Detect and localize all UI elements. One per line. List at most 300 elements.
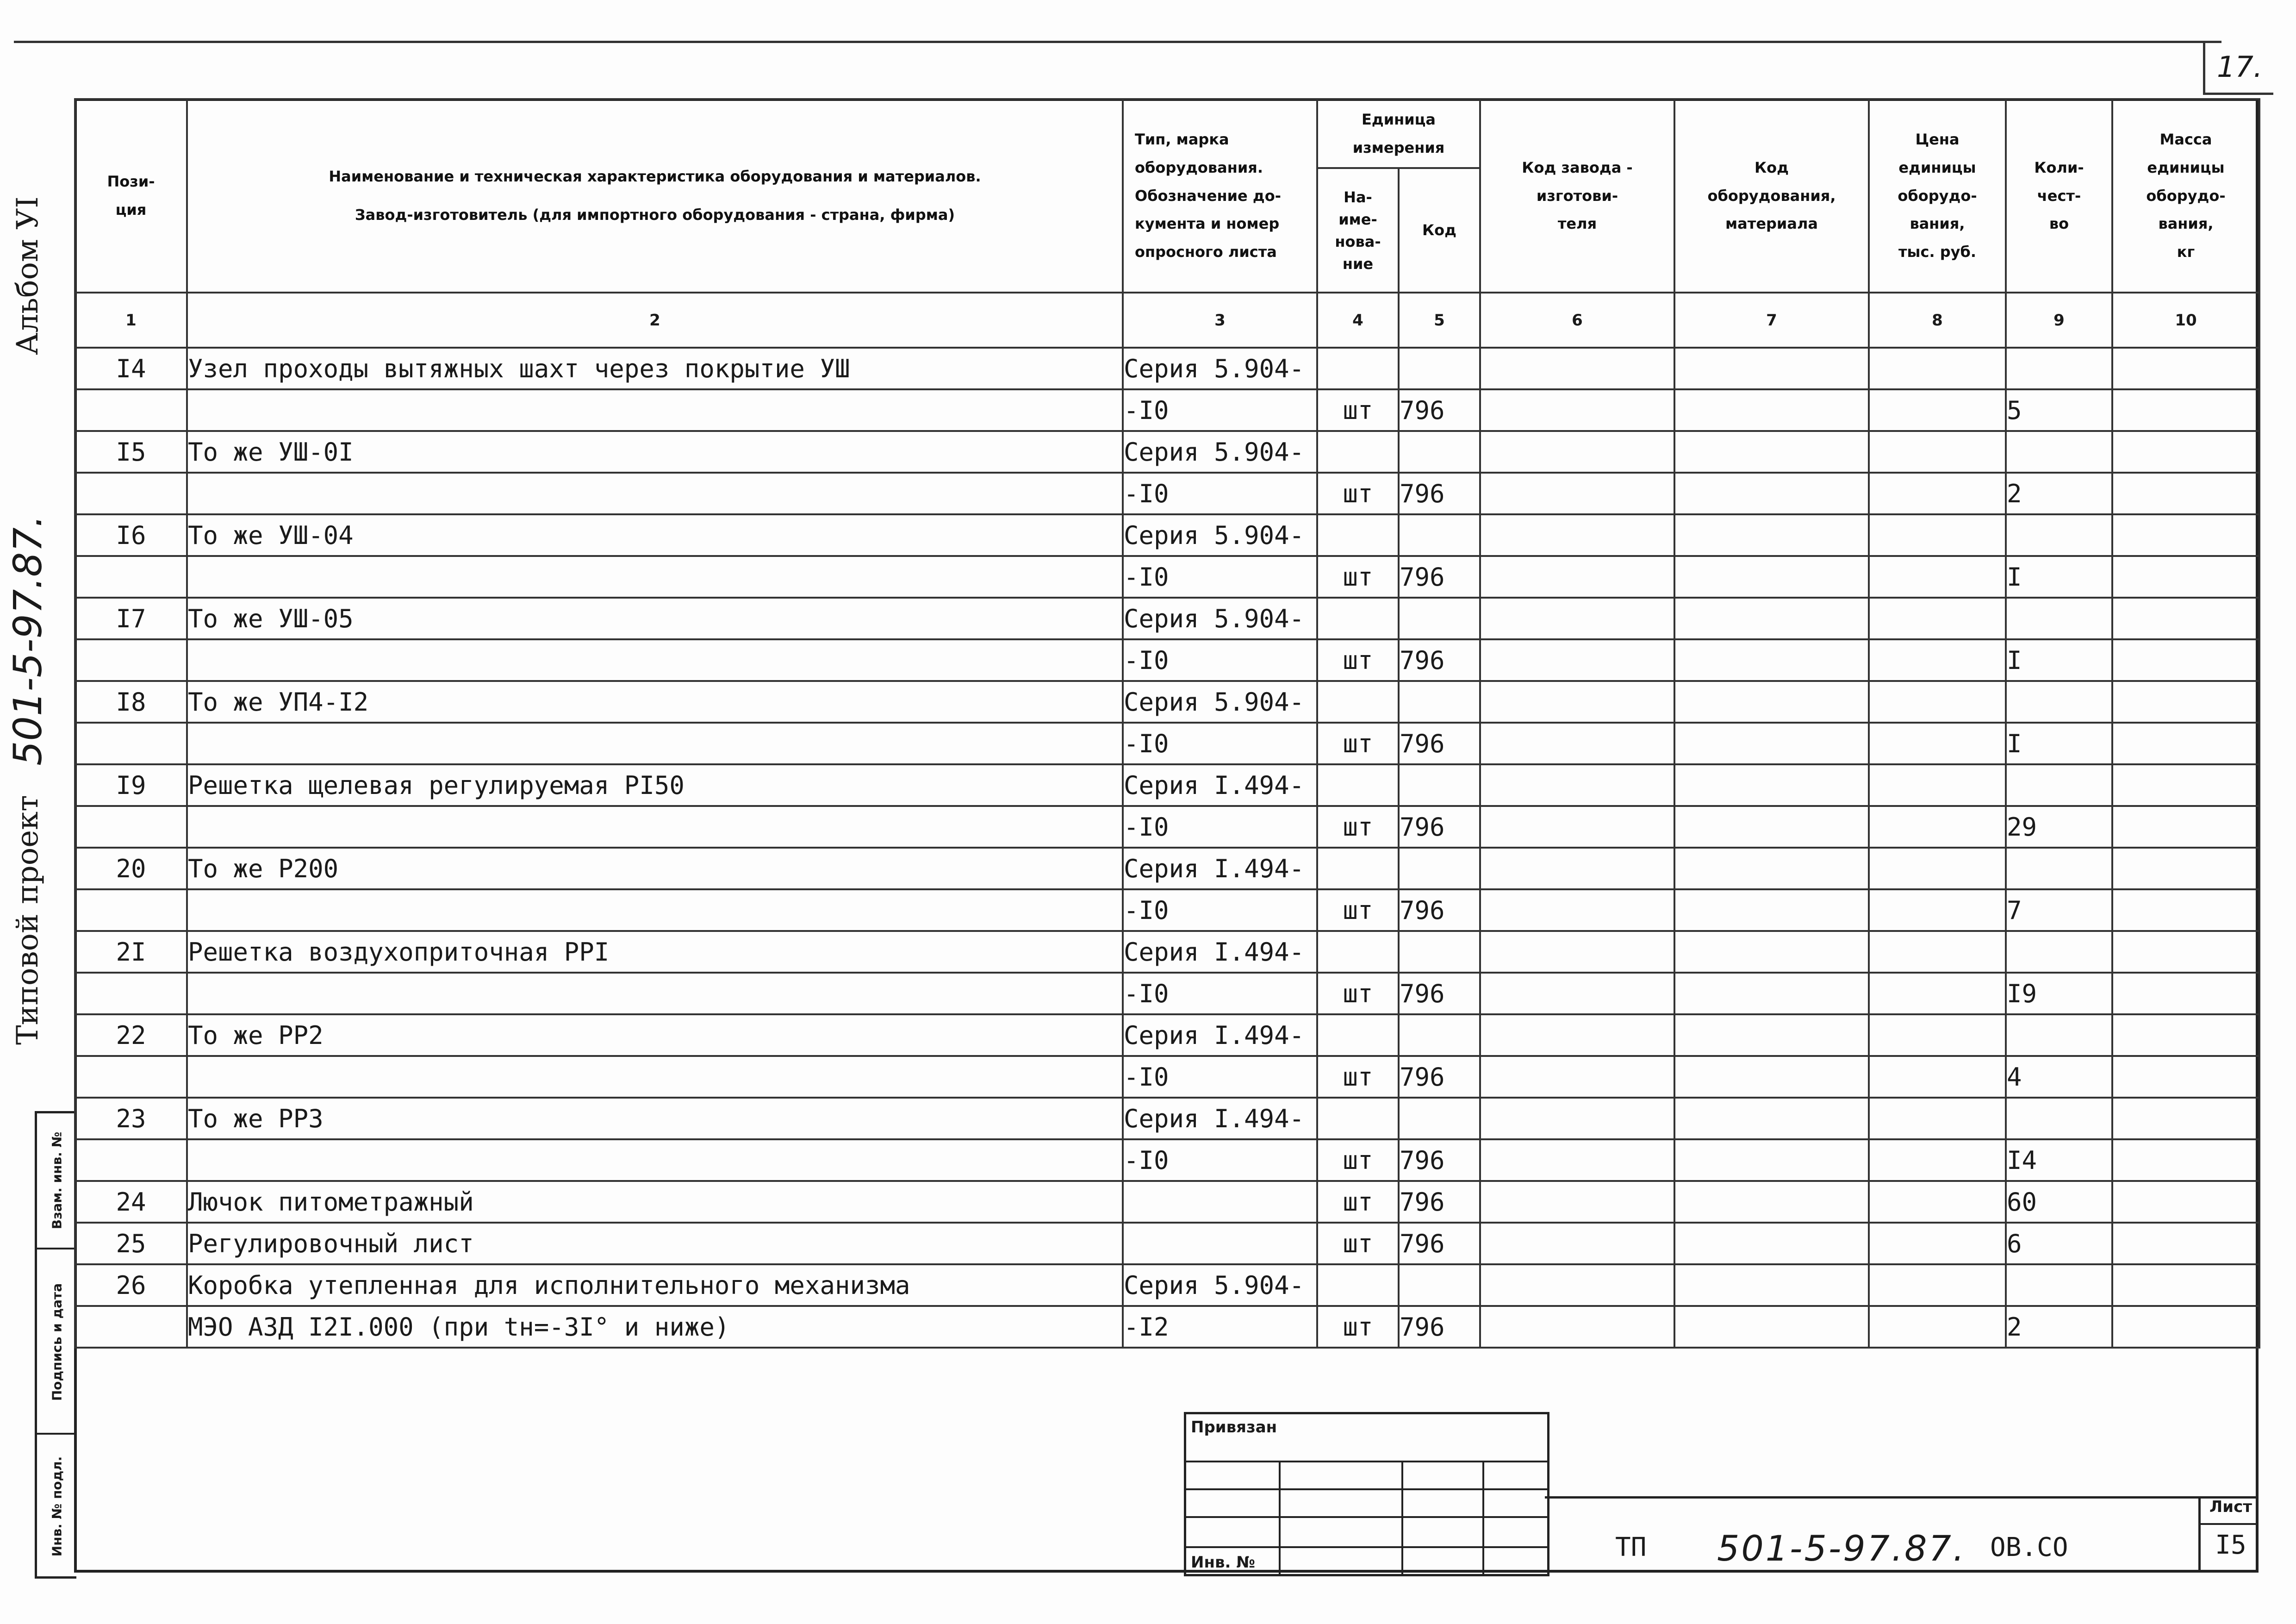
equipment-code-cell xyxy=(1674,848,1869,889)
name-cell xyxy=(187,556,1123,598)
factory-code-cell xyxy=(1480,348,1674,389)
table-row xyxy=(75,1056,2259,1098)
position-cell: 25 xyxy=(75,1223,187,1264)
header-quantity xyxy=(2006,99,2112,293)
equipment-code-cell xyxy=(1674,1098,1869,1139)
equipment-code-cell xyxy=(1674,598,1869,639)
quantity-cell: I4 xyxy=(2006,1139,2112,1181)
table-row xyxy=(75,598,2259,639)
name-cell xyxy=(187,389,1123,431)
factory-code-cell xyxy=(1480,1139,1674,1181)
price-cell xyxy=(1869,1014,2006,1056)
name-cell: Решетка щелевая регулируемая PI50 xyxy=(187,764,1123,806)
document-cell xyxy=(1123,1223,1317,1264)
strip-cell-signature xyxy=(37,1248,76,1435)
unit-code-cell xyxy=(1399,848,1480,889)
name-cell xyxy=(187,973,1123,1014)
quantity-cell: I xyxy=(2006,723,2112,764)
quantity-cell: 2 xyxy=(2006,473,2112,514)
mass-cell xyxy=(2112,1098,2259,1139)
price-cell xyxy=(1869,1098,2006,1139)
col-number: 1 xyxy=(75,293,187,348)
table-row xyxy=(75,556,2259,598)
name-cell: То же УП4-I2 xyxy=(187,681,1123,723)
unit-code-cell xyxy=(1399,598,1480,639)
position-cell xyxy=(75,473,187,514)
document-cell: Серия 5.904- xyxy=(1123,681,1317,723)
equipment-code-cell xyxy=(1674,1264,1869,1306)
position-cell xyxy=(75,973,187,1014)
header-equipment-code xyxy=(1674,99,1869,293)
page-corner-number: 17. xyxy=(2217,50,2263,84)
factory-code-cell xyxy=(1480,1014,1674,1056)
header-text: изготови- xyxy=(1536,187,1618,205)
side-project-type: Типовой проект xyxy=(11,795,45,1045)
stamp-line xyxy=(1186,1488,1547,1490)
table-row xyxy=(75,1223,2259,1264)
price-cell xyxy=(1869,431,2006,473)
header-text: единицы xyxy=(2147,158,2225,176)
unit-code-cell: 796 xyxy=(1399,473,1480,514)
name-cell xyxy=(187,723,1123,764)
title-tp: ТП xyxy=(1615,1532,1647,1562)
mass-cell xyxy=(2112,806,2259,848)
price-cell xyxy=(1869,348,2006,389)
quantity-cell: 5 xyxy=(2006,389,2112,431)
stamp-bound-label: Привязан xyxy=(1191,1418,1277,1437)
price-cell xyxy=(1869,723,2006,764)
unit-name-cell xyxy=(1317,1264,1399,1306)
header-text: Цена xyxy=(1915,131,1960,148)
specification-table xyxy=(74,98,2260,1349)
unit-name-cell xyxy=(1317,1098,1399,1139)
factory-code-cell xyxy=(1480,514,1674,556)
position-cell: 24 xyxy=(75,1181,187,1223)
side-project-code: 501-5-97.87. xyxy=(5,515,50,766)
position-cell xyxy=(75,389,187,431)
unit-name-cell: шт xyxy=(1317,1181,1399,1223)
mass-cell xyxy=(2112,889,2259,931)
unit-code-cell xyxy=(1399,348,1480,389)
header-text: кг xyxy=(2177,243,2195,261)
table-row xyxy=(75,973,2259,1014)
quantity-cell xyxy=(2006,764,2112,806)
header-text: Обозначение до- xyxy=(1135,187,1281,205)
document-cell: Серия 5.904- xyxy=(1123,431,1317,473)
unit-name-cell xyxy=(1317,348,1399,389)
table-row xyxy=(75,848,2259,889)
name-cell xyxy=(187,1139,1123,1181)
mass-cell xyxy=(2112,598,2259,639)
mass-cell xyxy=(2112,764,2259,806)
document-cell: Серия I.494- xyxy=(1123,1014,1317,1056)
strip-label: Инв. № подл. xyxy=(49,1456,64,1557)
factory-code-cell xyxy=(1480,1056,1674,1098)
price-cell xyxy=(1869,1264,2006,1306)
stamp-line xyxy=(1186,1546,1547,1548)
equipment-code-cell xyxy=(1674,889,1869,931)
table-row xyxy=(75,431,2259,473)
unit-code-cell: 796 xyxy=(1399,389,1480,431)
position-cell: I4 xyxy=(75,348,187,389)
mass-cell xyxy=(2112,348,2259,389)
equipment-code-cell xyxy=(1674,1056,1869,1098)
mass-cell xyxy=(2112,556,2259,598)
equipment-code-cell xyxy=(1674,514,1869,556)
document-cell: -I0 xyxy=(1123,556,1317,598)
position-cell xyxy=(75,639,187,681)
header-text: вания, xyxy=(1910,215,1965,233)
mass-cell xyxy=(2112,681,2259,723)
table-row xyxy=(75,1306,2259,1348)
unit-name-cell: шт xyxy=(1317,639,1399,681)
position-cell xyxy=(75,1056,187,1098)
document-cell: -I0 xyxy=(1123,639,1317,681)
table-row xyxy=(75,889,2259,931)
unit-code-cell: 796 xyxy=(1399,973,1480,1014)
factory-code-cell xyxy=(1480,723,1674,764)
header-text: тыс. руб. xyxy=(1898,243,1976,261)
name-cell: МЭО АЗД I2I.000 (при tн=-3I° и ниже) xyxy=(187,1306,1123,1348)
equipment-code-cell xyxy=(1674,723,1869,764)
mass-cell xyxy=(2112,431,2259,473)
unit-code-cell: 796 xyxy=(1399,723,1480,764)
factory-code-cell xyxy=(1480,389,1674,431)
position-cell: I7 xyxy=(75,598,187,639)
unit-code-cell: 796 xyxy=(1399,556,1480,598)
header-text: Код завода - xyxy=(1522,158,1633,176)
equipment-code-cell xyxy=(1674,806,1869,848)
name-cell: Коробка утепленная для исполнительного механизма xyxy=(187,1264,1123,1306)
document-cell: Серия 5.904- xyxy=(1123,348,1317,389)
unit-name-cell xyxy=(1317,431,1399,473)
table-row xyxy=(75,1181,2259,1223)
binding-stamp xyxy=(1184,1412,1549,1576)
unit-code-cell: 796 xyxy=(1399,1139,1480,1181)
document-cell: Серия 5.904- xyxy=(1123,514,1317,556)
table-row xyxy=(75,639,2259,681)
unit-name-cell xyxy=(1317,598,1399,639)
quantity-cell: I9 xyxy=(2006,973,2112,1014)
equipment-code-cell xyxy=(1674,1306,1869,1348)
position-cell: 20 xyxy=(75,848,187,889)
equipment-code-cell xyxy=(1674,681,1869,723)
name-cell: То же УШ-04 xyxy=(187,514,1123,556)
unit-code-cell xyxy=(1399,681,1480,723)
quantity-cell xyxy=(2006,848,2112,889)
factory-code-cell xyxy=(1480,556,1674,598)
header-text: кумента и номер xyxy=(1135,215,1280,233)
header-text: единицы xyxy=(1898,158,1976,176)
sheet-label: Лист xyxy=(2209,1498,2252,1516)
header-text: Единица xyxy=(1362,110,1436,128)
header-text: измерения xyxy=(1352,138,1445,156)
unit-code-cell: 796 xyxy=(1399,1056,1480,1098)
header-type xyxy=(1123,99,1317,293)
name-cell xyxy=(187,1056,1123,1098)
unit-code-cell: 796 xyxy=(1399,889,1480,931)
sheet-number: I5 xyxy=(2215,1530,2246,1560)
title-project-code: 501-5-97.87. xyxy=(1717,1528,1966,1569)
mass-cell xyxy=(2112,1139,2259,1181)
unit-name-cell xyxy=(1317,514,1399,556)
name-cell: То же УШ-0I xyxy=(187,431,1123,473)
quantity-cell: 6 xyxy=(2006,1223,2112,1264)
mass-cell xyxy=(2112,473,2259,514)
quantity-cell xyxy=(2006,1098,2112,1139)
header-text: чест- xyxy=(2037,187,2081,205)
strip-label: Взам. инв. № xyxy=(49,1131,64,1230)
unit-name-cell: шт xyxy=(1317,556,1399,598)
table-row xyxy=(75,806,2259,848)
factory-code-cell xyxy=(1480,931,1674,973)
factory-code-cell xyxy=(1480,1264,1674,1306)
mass-cell xyxy=(2112,389,2259,431)
factory-code-cell xyxy=(1480,889,1674,931)
name-cell xyxy=(187,639,1123,681)
mass-cell xyxy=(2112,973,2259,1014)
header-row xyxy=(75,99,2259,168)
header-text: Масса xyxy=(2159,131,2212,148)
mass-cell xyxy=(2112,1223,2259,1264)
unit-name-cell: шт xyxy=(1317,973,1399,1014)
table-row xyxy=(75,1139,2259,1181)
unit-code-cell xyxy=(1399,514,1480,556)
mass-cell xyxy=(2112,931,2259,973)
factory-code-cell xyxy=(1480,598,1674,639)
quantity-cell: I xyxy=(2006,556,2112,598)
name-cell: То же УШ-05 xyxy=(187,598,1123,639)
title-document-code: ОВ.СО xyxy=(1990,1532,2068,1562)
quantity-cell: 7 xyxy=(2006,889,2112,931)
quantity-cell xyxy=(2006,1264,2112,1306)
col-number: 4 xyxy=(1317,293,1399,348)
header-text: ние xyxy=(1342,255,1374,273)
quantity-cell: 4 xyxy=(2006,1056,2112,1098)
unit-name-cell xyxy=(1317,681,1399,723)
name-cell: То же РР2 xyxy=(187,1014,1123,1056)
document-cell: -I0 xyxy=(1123,889,1317,931)
mass-cell xyxy=(2112,639,2259,681)
specification-body xyxy=(75,348,2259,1348)
sheet-separator xyxy=(2198,1523,2259,1525)
equipment-code-cell xyxy=(1674,931,1869,973)
unit-name-cell xyxy=(1317,764,1399,806)
equipment-code-cell xyxy=(1674,389,1869,431)
header-price xyxy=(1869,99,2006,293)
header-factory-code xyxy=(1480,99,1674,293)
mass-cell xyxy=(2112,1181,2259,1223)
price-cell xyxy=(1869,931,2006,973)
top-border-line xyxy=(14,41,2221,43)
header-position xyxy=(75,99,187,293)
equipment-code-cell xyxy=(1674,1223,1869,1264)
header-text: нова- xyxy=(1335,232,1381,250)
header-text: Завод-изготовитель (для импортного оборудования - страна, фирма) xyxy=(355,206,955,224)
table-row xyxy=(75,1264,2259,1306)
document-cell: Серия I.494- xyxy=(1123,931,1317,973)
name-cell xyxy=(187,889,1123,931)
position-cell xyxy=(75,1306,187,1348)
quantity-cell: I xyxy=(2006,639,2112,681)
header-mass xyxy=(2112,99,2259,293)
quantity-cell xyxy=(2006,514,2112,556)
equipment-code-cell xyxy=(1674,1014,1869,1056)
price-cell xyxy=(1869,1223,2006,1264)
header-text: ция xyxy=(115,201,147,219)
table-row xyxy=(75,1098,2259,1139)
col-number: 2 xyxy=(187,293,1123,348)
price-cell xyxy=(1869,1139,2006,1181)
document-cell: Серия I.494- xyxy=(1123,848,1317,889)
stamp-divider xyxy=(1279,1461,1281,1574)
header-text: име- xyxy=(1338,210,1377,228)
stamp-divider xyxy=(1482,1461,1484,1574)
price-cell xyxy=(1869,973,2006,1014)
col-number: 5 xyxy=(1399,293,1480,348)
stamp-inventory-label: Инв. № xyxy=(1191,1553,1256,1572)
col-number: 7 xyxy=(1674,293,1869,348)
col-number: 10 xyxy=(2112,293,2259,348)
stamp-line xyxy=(1186,1516,1547,1518)
header-text: Код xyxy=(1755,158,1789,176)
unit-code-cell: 796 xyxy=(1399,1306,1480,1348)
name-cell: Решетка воздухоприточная PPI xyxy=(187,931,1123,973)
price-cell xyxy=(1869,389,2006,431)
document-cell xyxy=(1123,1181,1317,1223)
document-cell: -I0 xyxy=(1123,1139,1317,1181)
unit-code-cell xyxy=(1399,1264,1480,1306)
position-cell xyxy=(75,889,187,931)
unit-name-cell: шт xyxy=(1317,473,1399,514)
price-cell xyxy=(1869,556,2006,598)
equipment-code-cell xyxy=(1674,639,1869,681)
title-block-top-line xyxy=(1545,1496,2259,1499)
position-cell: I6 xyxy=(75,514,187,556)
price-cell xyxy=(1869,848,2006,889)
unit-code-cell: 796 xyxy=(1399,1181,1480,1223)
col-number: 3 xyxy=(1123,293,1317,348)
header-text: оборудо- xyxy=(2146,187,2226,205)
mass-cell xyxy=(2112,1014,2259,1056)
header-text: Пози- xyxy=(107,173,155,191)
unit-code-cell: 796 xyxy=(1399,806,1480,848)
position-cell: 2I xyxy=(75,931,187,973)
table-row xyxy=(75,1014,2259,1056)
document-cell: -I0 xyxy=(1123,806,1317,848)
quantity-cell xyxy=(2006,1014,2112,1056)
price-cell xyxy=(1869,598,2006,639)
mass-cell xyxy=(2112,514,2259,556)
header-text: оборудования, xyxy=(1707,187,1836,205)
unit-code-cell xyxy=(1399,1098,1480,1139)
unit-name-cell xyxy=(1317,848,1399,889)
factory-code-cell xyxy=(1480,848,1674,889)
unit-code-cell: 796 xyxy=(1399,1223,1480,1264)
stamp-divider xyxy=(1401,1461,1403,1574)
unit-code-cell xyxy=(1399,431,1480,473)
table-row xyxy=(75,931,2259,973)
unit-name-cell: шт xyxy=(1317,1056,1399,1098)
position-cell xyxy=(75,1139,187,1181)
mass-cell xyxy=(2112,723,2259,764)
document-cell: Серия I.494- xyxy=(1123,1098,1317,1139)
price-cell xyxy=(1869,1306,2006,1348)
unit-name-cell: шт xyxy=(1317,1139,1399,1181)
price-cell xyxy=(1869,514,2006,556)
header-text: вания, xyxy=(2158,215,2214,233)
equipment-code-cell xyxy=(1674,973,1869,1014)
document-cell: -I2 xyxy=(1123,1306,1317,1348)
factory-code-cell xyxy=(1480,764,1674,806)
unit-code-cell: 796 xyxy=(1399,639,1480,681)
position-cell xyxy=(75,556,187,598)
position-cell: I5 xyxy=(75,431,187,473)
unit-name-cell: шт xyxy=(1317,806,1399,848)
equipment-code-cell xyxy=(1674,348,1869,389)
equipment-code-cell xyxy=(1674,1181,1869,1223)
equipment-code-cell xyxy=(1674,1139,1869,1181)
stamp-line xyxy=(1186,1461,1547,1462)
factory-code-cell xyxy=(1480,1306,1674,1348)
col-number: 9 xyxy=(2006,293,2112,348)
unit-name-cell: шт xyxy=(1317,723,1399,764)
document-cell: -I0 xyxy=(1123,473,1317,514)
header-unit xyxy=(1317,99,1480,168)
document-cell: -I0 xyxy=(1123,723,1317,764)
header-text: Наименование и техническая характеристика оборудования и материалов. xyxy=(329,168,981,186)
column-number-row xyxy=(75,293,2259,348)
side-album-label: Альбом УI xyxy=(11,196,45,355)
document-cell: -I0 xyxy=(1123,389,1317,431)
name-cell: Регулировочный лист xyxy=(187,1223,1123,1264)
mass-cell xyxy=(2112,1306,2259,1348)
corner-box-left-edge xyxy=(2203,41,2205,93)
factory-code-cell xyxy=(1480,473,1674,514)
unit-code-cell xyxy=(1399,1014,1480,1056)
position-cell: 22 xyxy=(75,1014,187,1056)
strip-cell-replaced xyxy=(37,1113,76,1248)
table-row xyxy=(75,514,2259,556)
factory-code-cell xyxy=(1480,431,1674,473)
col-number: 8 xyxy=(1869,293,2006,348)
quantity-cell xyxy=(2006,931,2112,973)
equipment-code-cell xyxy=(1674,431,1869,473)
quantity-cell xyxy=(2006,598,2112,639)
factory-code-cell xyxy=(1480,806,1674,848)
price-cell xyxy=(1869,1181,2006,1223)
header-text: оборудо- xyxy=(1898,187,1977,205)
name-cell: Узел проходы вытяжных шахт через покрытие УШ xyxy=(187,348,1123,389)
mass-cell xyxy=(2112,848,2259,889)
position-cell xyxy=(75,723,187,764)
factory-code-cell xyxy=(1480,681,1674,723)
table-row xyxy=(75,389,2259,431)
table-row xyxy=(75,681,2259,723)
price-cell xyxy=(1869,473,2006,514)
unit-name-cell xyxy=(1317,931,1399,973)
col-number: 6 xyxy=(1480,293,1674,348)
unit-name-cell: шт xyxy=(1317,889,1399,931)
factory-code-cell xyxy=(1480,1098,1674,1139)
table-row xyxy=(75,723,2259,764)
quantity-cell xyxy=(2006,348,2112,389)
strip-cell-original xyxy=(37,1433,76,1578)
document-cell: Серия 5.904- xyxy=(1123,598,1317,639)
unit-name-cell: шт xyxy=(1317,1306,1399,1348)
equipment-code-cell xyxy=(1674,556,1869,598)
header-text: На- xyxy=(1344,188,1372,206)
